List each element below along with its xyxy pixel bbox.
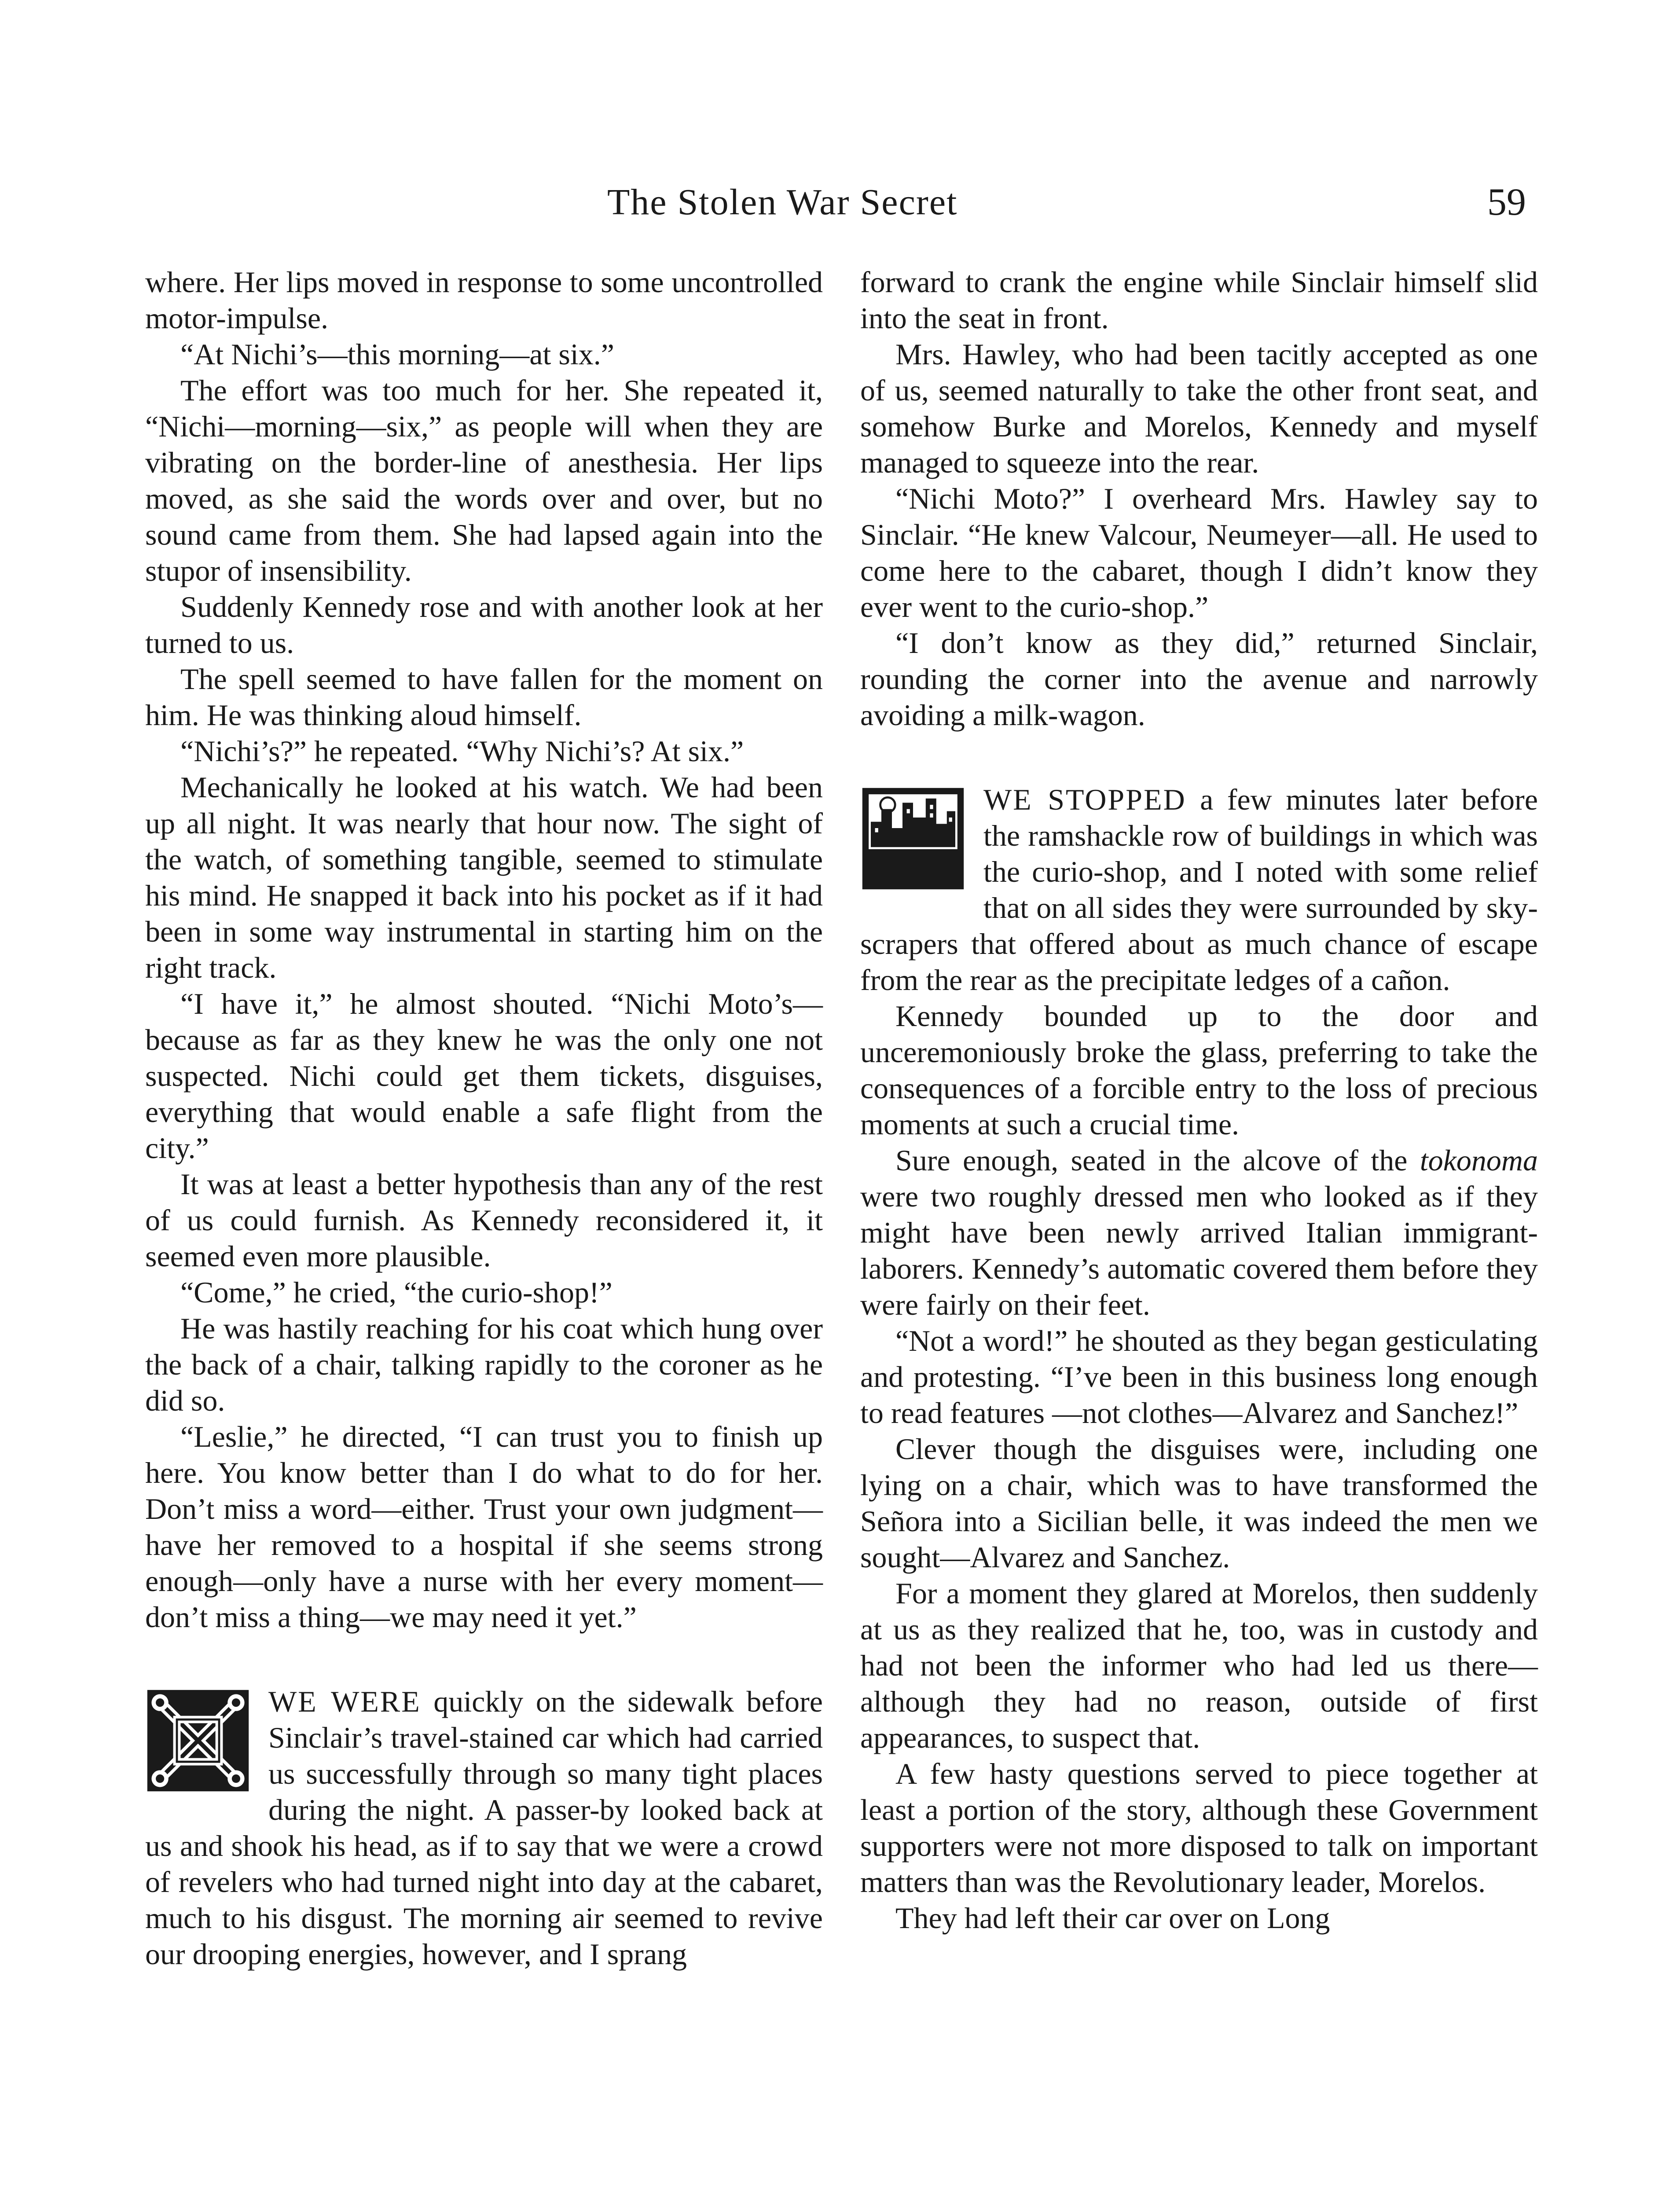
running-title: The Stolen War Secret <box>607 182 958 223</box>
city-skyline-ornament-icon <box>860 786 966 891</box>
section-lead: WE WERE <box>268 1685 421 1718</box>
left-column <box>145 264 823 1972</box>
paragraph: “Leslie,” he directed, “I can trust you to finish up here. You know better than I do what to do for her. Don’t miss a word—either. Trust your own judgment—have her removed to a hospital if she seems strong enough—only have a nurse with her every moment—don’t miss a thing—we may need it yet.” <box>145 1420 823 1634</box>
paragraph: A few hasty questions served to piece together at least a portion of the story, although these Government supporters were not more disposed to talk on important matters than was the Revolutionary leader, Morelos. <box>860 1757 1538 1899</box>
paragraph: It was at least a better hypothesis than any of the rest of us could furnish. As Kennedy reconsidered it, it seemed even more plausible. <box>145 1167 823 1273</box>
page-number: 59 <box>1487 181 1526 224</box>
paragraph: They had left their car over on Long <box>895 1901 1330 1935</box>
paragraph-text: were two roughly dressed men who looked as if they might have been newly arrived Italian immigrant-laborers. Kennedy’s automatic covered them before they were fairly on their feet. <box>860 1180 1538 1321</box>
paragraph: “I don’t know as they did,” returned Sinclair, rounding the corner into the avenue and narrowly avoiding a milk-wagon. <box>860 626 1538 732</box>
paragraph: Clever though the disguises were, including one lying on a chair, which was to have transformed the Señora into a Sicilian belle, it was indeed the men we sought—Alvarez and Sanchez. <box>860 1432 1538 1574</box>
paragraph: “At Nichi’s—this morning—at six.” <box>180 337 614 371</box>
paragraph <box>860 1142 1538 1323</box>
italic-term: tokonoma <box>1420 1144 1538 1177</box>
paragraph: Suddenly Kennedy rose and with another look at her turned to us. <box>145 590 823 660</box>
paragraph: The spell seemed to have fallen for the moment on him. He was thinking aloud himself. <box>145 662 823 732</box>
paragraph: forward to crank the engine while Sinclair himself slid into the seat in front. <box>860 265 1538 335</box>
section-text: a few minutes later before the ramshackle row of buildings in which was the curio-shop, and I noted with some relief that on all sides they were surrounded by sky-scrapers that offered about as much chance of escape from the rear as the precipitate ledges of a cañon. <box>860 783 1538 997</box>
paragraph: “Nichi’s?” he repeated. “Why Nichi’s? At six.” <box>180 734 744 768</box>
paragraph: For a moment they glared at Morelos, then suddenly at us as they realized that he, too, was in custody and had not been the informer who had led us there—although they had no reason, outside of first appearances, to suspect that. <box>860 1577 1538 1754</box>
knot-ornament-icon <box>145 1688 251 1793</box>
paragraph: “I have it,” he almost shouted. “Nichi Moto’s—because as far as they knew he was the only one not suspected. Nichi could get them tickets, disguises, everything that would enable a safe flight from the city.” <box>145 987 823 1165</box>
paragraph: Mechanically he looked at his watch. We had been up all night. It was nearly that hour now. The sight of the watch, of something tangible, seemed to stimulate his mind. He snapped it back into his pocket as if it had been in some way instrumental in starting him on the right track. <box>145 770 823 984</box>
section-text: quickly on the sidewalk before Sinclair’s travel-stained car which had carried us successfully through so many tight places during the night. A passer-by looked back at us and shook his head, as if to say that we were a crowd of revelers who had turned night into day at the cabaret, much to his disgust. The morning air seemed to revive our drooping energies, however, and I sprang <box>145 1685 823 1971</box>
paragraph: Kennedy bounded up to the door and unceremoniously broke the glass, preferring to take the consequences of a forcible entry to the loss of precious moments at such a crucial time. <box>860 999 1538 1141</box>
paragraph: He was hastily reaching for his coat which hung over the back of a chair, talking rapidly to the coroner as he did so. <box>145 1312 823 1417</box>
paragraph: Mrs. Hawley, who had been tacitly accepted as one of us, seemed naturally to take the other front seat, and somehow Burke and Morelos, Kennedy and myself managed to squeeze into the rear. <box>860 337 1538 479</box>
paragraph: The effort was too much for her. She repeated it, “Nichi—morning—six,” as people will when they are vibrating on the border-line of anesthesia. Her lips moved, as she said the words over and over, but no sound came from them. She had lapsed again into the stupor of insensibility. <box>145 374 823 587</box>
paragraph: “Come,” he cried, “the curio-shop!” <box>180 1276 613 1309</box>
paragraph: where. Her lips moved in response to some uncontrolled motor-impulse. <box>145 265 823 335</box>
running-header <box>0 176 1680 229</box>
section-break-we-were <box>145 1683 823 1972</box>
paragraph: “Nichi Moto?” I overheard Mrs. Hawley say to Sinclair. “He knew Valcour, Neumeyer—all. He used to come here to the cabaret, though I didn’t know they ever went to the curio-shop.” <box>860 482 1538 623</box>
paragraph-text: Sure enough, seated in the alcove of the <box>895 1144 1420 1177</box>
section-break-we-stopped <box>860 781 1538 998</box>
paragraph: “Not a word!” he shouted as they began gesticulating and protesting. “I’ve been in this business long enough to read features —not clothes—Alvarez and Sanchez!” <box>860 1324 1538 1430</box>
right-column <box>860 264 1538 1936</box>
section-lead: WE STOPPED <box>983 783 1186 816</box>
